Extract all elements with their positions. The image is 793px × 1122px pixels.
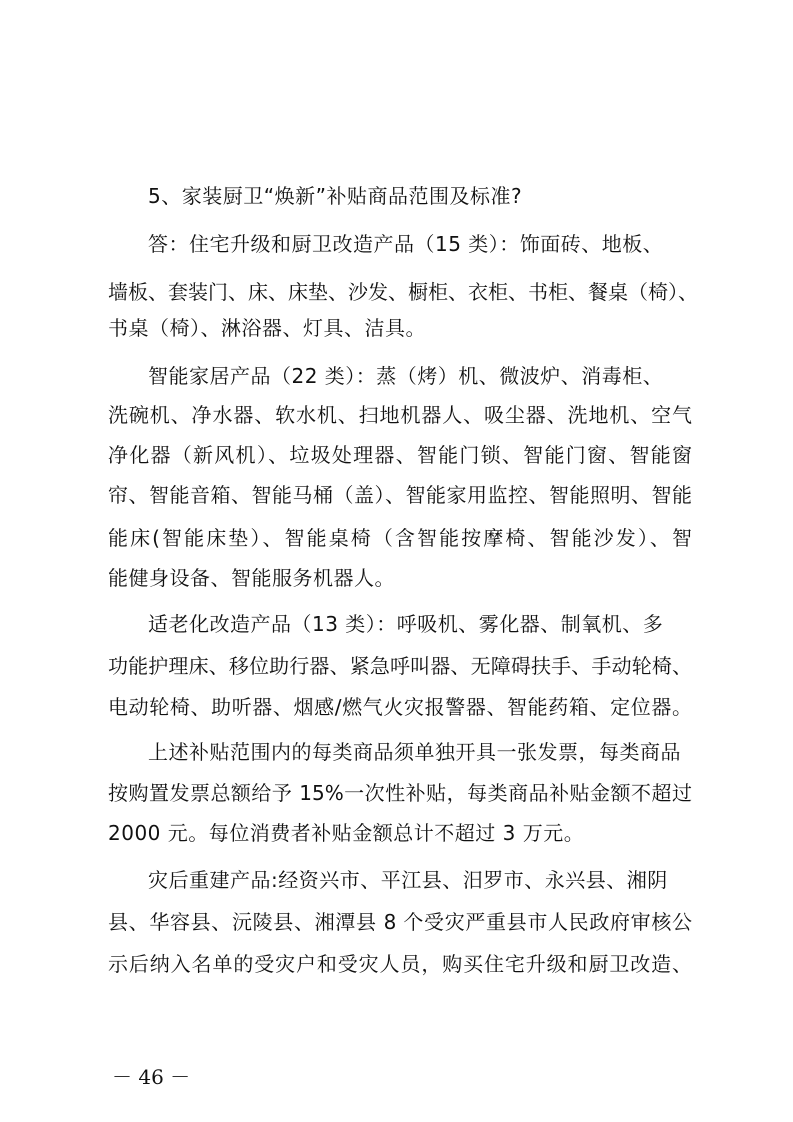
paragraph-line: 能床(智能床垫）、智能桌椅（含智能按摩椅、智能沙发）、智	[108, 526, 692, 550]
paragraph-line: 示后纳入名单的受灾户和受灾人员，购买住宅升级和厨卫改造、	[108, 952, 692, 976]
paragraph-line: 帘、智能音箱、智能马桶（盖）、智能家用监控、智能照明、智能	[108, 483, 692, 507]
paragraph-line: 答：住宅升级和厨卫改造产品（15 类）：饰面砖、地板、	[148, 232, 664, 256]
paragraph-line: 上述补贴范围内的每类商品须单独开具一张发票，每类商品	[148, 740, 681, 764]
paragraph-line: 2000 元。每位消费者补贴金额总计不超过 3 万元。	[108, 821, 585, 845]
paragraph-line: 洗碗机、净水器、软水机、扫地机器人、吸尘器、洗地机、空气	[108, 403, 692, 427]
paragraph-line: 功能护理床、移位助行器、紧急呼叫器、无障碍扶手、手动轮椅、	[108, 654, 692, 678]
page-number: － 46 －	[112, 1065, 191, 1089]
paragraph-line: 灾后重建产品:经资兴市、平江县、汨罗市、永兴县、湘阴	[148, 868, 668, 892]
paragraph-line: 墙板、套装门、床、床垫、沙发、橱柜、衣柜、书柜、餐桌（椅）、	[108, 280, 698, 304]
paragraph-line: 县、华容县、沅陵县、湘潭县 8 个受灾严重县市人民政府审核公	[108, 910, 692, 934]
section-heading: 5、家装厨卫“焕新”补贴商品范围及标准?	[148, 184, 523, 208]
paragraph-line: 净化器（新风机）、垃圾处理器、智能门锁、智能门窗、智能窗	[108, 443, 692, 467]
paragraph-line: 书桌（椅）、淋浴器、灯具、洁具。	[108, 316, 426, 340]
paragraph-line: 适老化改造产品（13 类）：呼吸机、雾化器、制氧机、多	[148, 612, 664, 636]
paragraph-line: 按购置发票总额给予 15%一次性补贴，每类商品补贴金额不超过	[108, 781, 692, 805]
paragraph-line: 智能家居产品（22 类）：蒸（烤）机、微波炉、消毒柜、	[148, 364, 664, 388]
paragraph-line: 电动轮椅、助听器、烟感/燃气火灾报警器、智能药箱、定位器。	[108, 695, 692, 719]
paragraph-line: 能健身设备、智能服务机器人。	[108, 566, 395, 590]
